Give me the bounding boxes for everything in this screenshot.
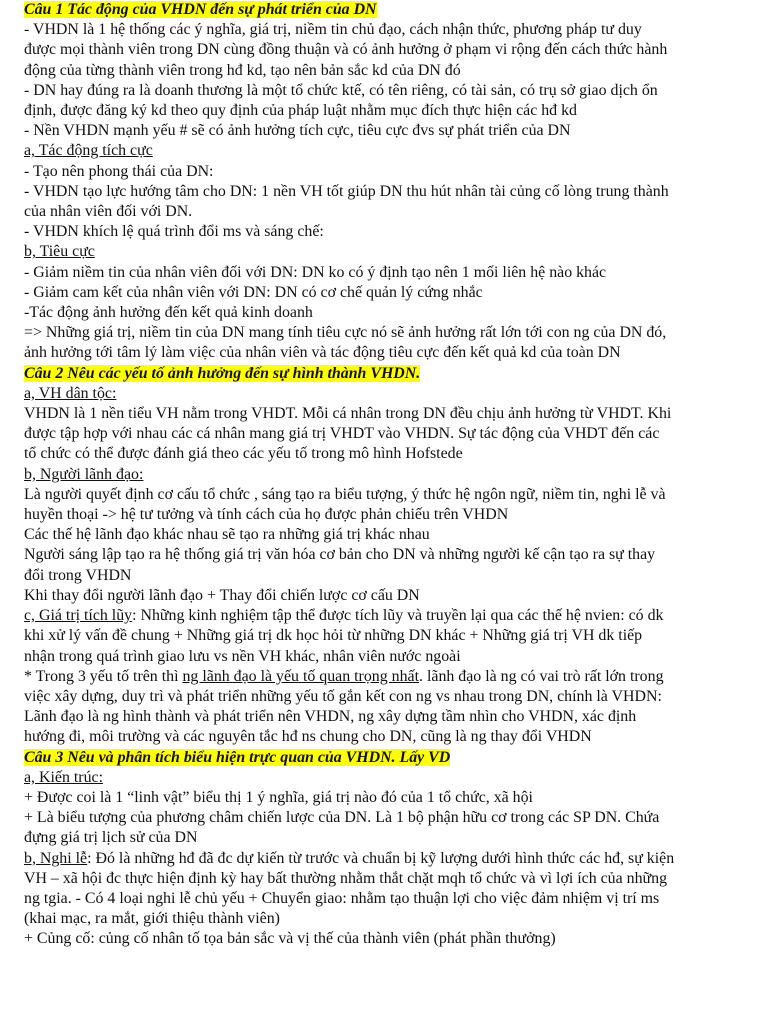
subsection-paragraph-line [24,606,742,626]
paragraph-line: - VHDN là 1 hệ thống các ý nghĩa, giá trị, niềm tin chủ đạo, cách nhận thức, phương pháp tư duy [24,21,642,39]
paragraph-line: khi xử lý vấn đề chung + Những giá trị dk học hỏi từ những DN khác + Những giá trị VH dk tiếp [24,627,643,645]
paragraph-line: đổi trong VHDN [24,566,132,584]
section-heading [24,748,742,768]
subsection-paragraph-line [24,849,742,869]
section-heading [24,0,742,20]
highlighted-heading-text: Câu 1 Tác động của VHDN đến sự phát triển của DN [24,1,377,18]
subsection-label: b, Người lãnh đạo: [24,465,144,483]
paragraph-line: việc xây dựng, duy trì và phát triển những yếu tố gắn kết con ng vs nhau trong DN, chính là VHDN: [24,687,662,705]
paragraph-line [24,667,742,687]
paragraph-line: ảnh hưởng tới tâm lý làm việc của nhân viên và tác động tiêu cực đến kết quả kd của toàn DN [24,344,621,362]
subsection-label: c, Giá trị tích lũy [24,607,133,625]
paragraph-line: Lãnh đạo là ng hình thành và phát triển nên VHDN, ng xây dựng tầm nhìn cho VHDN, xác định [24,708,637,726]
paragraph-line: - Tạo nên phong thái của DN: [24,162,214,180]
highlighted-heading-text: Câu 3 Nêu và phân tích biểu hiện trực quan của VHDN. Lấy VD [24,748,451,766]
subsection-label: b, Nghi lễ [24,849,88,867]
paragraph-line: - Giảm niềm tin của nhân viên đối với DN: DN ko có ý định tạo nên 1 mối liên hệ nào khác [24,263,607,281]
paragraph-line: (khai mạc, ra mắt, giới thiệu thành viên) [24,910,280,928]
body-text: : Đó là những hđ đã đc dự kiến từ trước và chuẩn bị kỹ lượng dưới hình thức các hđ, sự kiện [87,849,675,867]
paragraph-line: => Những giá trị, niềm tin của DN mang tính tiêu cực nó sẽ ảnh hưởng rất lớn tới con ng của DN đó, [24,324,667,342]
subsection-heading [24,768,742,788]
paragraph-line: VH – xã hội đc thực hiện định kỳ hay bất thường nhằm thắt chặt mqh tổ chức và vì lợi ích của những [24,869,668,887]
body-text: : Những kinh nghiệm tập thể được tích lũy và truyền lại qua các thế hệ nvien: có dk [132,607,664,625]
subsection-label: b, Tiêu cực [24,243,95,261]
paragraph-line: - Giảm cam kết của nhân viên với DN: DN có cơ chế quản lý cứng nhắc [24,283,483,301]
paragraph-line: được mọi thành viên trong DN cùng đồng thuận và có ảnh hưởng ở phạm vi rộng đến cách thức hành [24,41,668,59]
subsection-heading [24,141,742,161]
paragraph-line: - VHDN tạo lực hướng tâm cho DN: 1 nền VH tốt giúp DN thu hút nhân tài củng cố lòng trung thành [24,182,669,200]
paragraph-line: - VHDN khích lệ quá trình đổi ms và sáng chế: [24,223,324,241]
paragraph-line: - DN hay đúng ra là doanh thương là một tổ chức ktế, có tên riêng, có tài sản, có trụ sở giao dịch ổn [24,81,658,99]
paragraph-line: định, được đăng ký kd theo quy định của pháp luật nhằm mục đích thực hiện các hđ kd [24,102,577,120]
subsection-heading [24,465,742,485]
paragraph-line: + Là biểu tượng của phương châm chiến lược của DN. Là 1 bộ phận hữu cơ trong các SP DN. Chứa [24,809,660,827]
paragraph-line: - Nền VHDN mạnh yếu # sẽ có ảnh hưởng tích cực, tiêu cực đvs sự phát triển của DN [24,122,571,140]
paragraph-line: động của từng thành viên trong hđ kd, tạo nên bản sắc kd của DN đó [24,61,461,79]
paragraph-line: Các thế hệ lãnh đạo khác nhau sẽ tạo ra những giá trị khác nhau [24,526,430,544]
paragraph-line: -Tác động ảnh hưởng đến kết quả kinh doanh [24,304,313,322]
paragraph-line: + Được coi là 1 “linh vật” biểu thị 1 ý nghĩa, giá trị nào đó của 1 tổ chức, xã hội [24,788,533,806]
paragraph-line: đựng giá trị lịch sử của DN [24,829,198,847]
subsection-label: a, VH dân tộc: [24,384,117,402]
paragraph-line: VHDN là 1 nền tiểu VH nằm trong VHDT. Mỗi cá nhân trong DN đều chịu ảnh hưởng từ VHDT. Khi [24,405,672,423]
subsection-label: a, Tác động tích cực [24,142,153,160]
subsection-heading [24,384,742,404]
paragraph-line: được tập hợp với nhau các cá nhân mang giá trị VHDT vào VHDN. Sự tác động của VHDT đến các [24,425,660,443]
body-text: * Trong 3 yếu tố trên thì [24,667,183,685]
underlined-emphasis: ng lãnh đạo là yếu tố quan trọng nhất [182,667,420,685]
paragraph-line: Khi thay đổi người lãnh đạo + Thay đổi chiến lược cơ cấu DN [24,586,420,604]
subsection-heading [24,242,742,262]
paragraph-line: tổ chức có thể được đánh giá theo các yếu tố trong mô hình Hofstede [24,445,463,463]
paragraph-line: nhận trong quá trình giao lưu vs nền VH khác, nhân viên nước ngoài [24,647,461,665]
section-heading [24,364,742,384]
paragraph-line: + Củng cố: củng cố nhân tố tọa bản sắc và vị thế của thành viên (phát phần thưởng) [24,930,556,948]
body-text: . lãnh đạo là ng có vai trò rất lớn trong [419,667,664,685]
highlighted-heading-text: Câu 2 Nêu các yếu tố ảnh hưởng đến sự hình thành VHDN. [24,364,421,382]
paragraph-line: của nhân viên đối với DN. [24,203,193,221]
paragraph-line: ng tgia. - Có 4 loại nghi lễ chủ yếu + Chuyển giao: nhằm tạo thuận lợi cho việc đảm nhiệm vị trí ms [24,889,660,907]
paragraph-line: Người sáng lập tạo ra hệ thống giá trị văn hóa cơ bản cho DN và những người kế cận tạo ra sự thay [24,546,656,564]
subsection-label: a, Kiến trúc: [24,768,103,786]
paragraph-line: Là người quyết định cơ cấu tổ chức , sáng tạo ra biểu tượng, ý thức hệ ngôn ngữ, niềm tin, nghi lễ và [24,485,666,503]
paragraph-line: huyền thoại -> hệ tư tưởng và tính cách của họ được phản chiếu trên VHDN [24,506,509,524]
paragraph-line: hướng đi, môi trường và các nguyên tắc hđ ns chung cho DN, cũng là ng thay đổi VHDN [24,728,592,746]
